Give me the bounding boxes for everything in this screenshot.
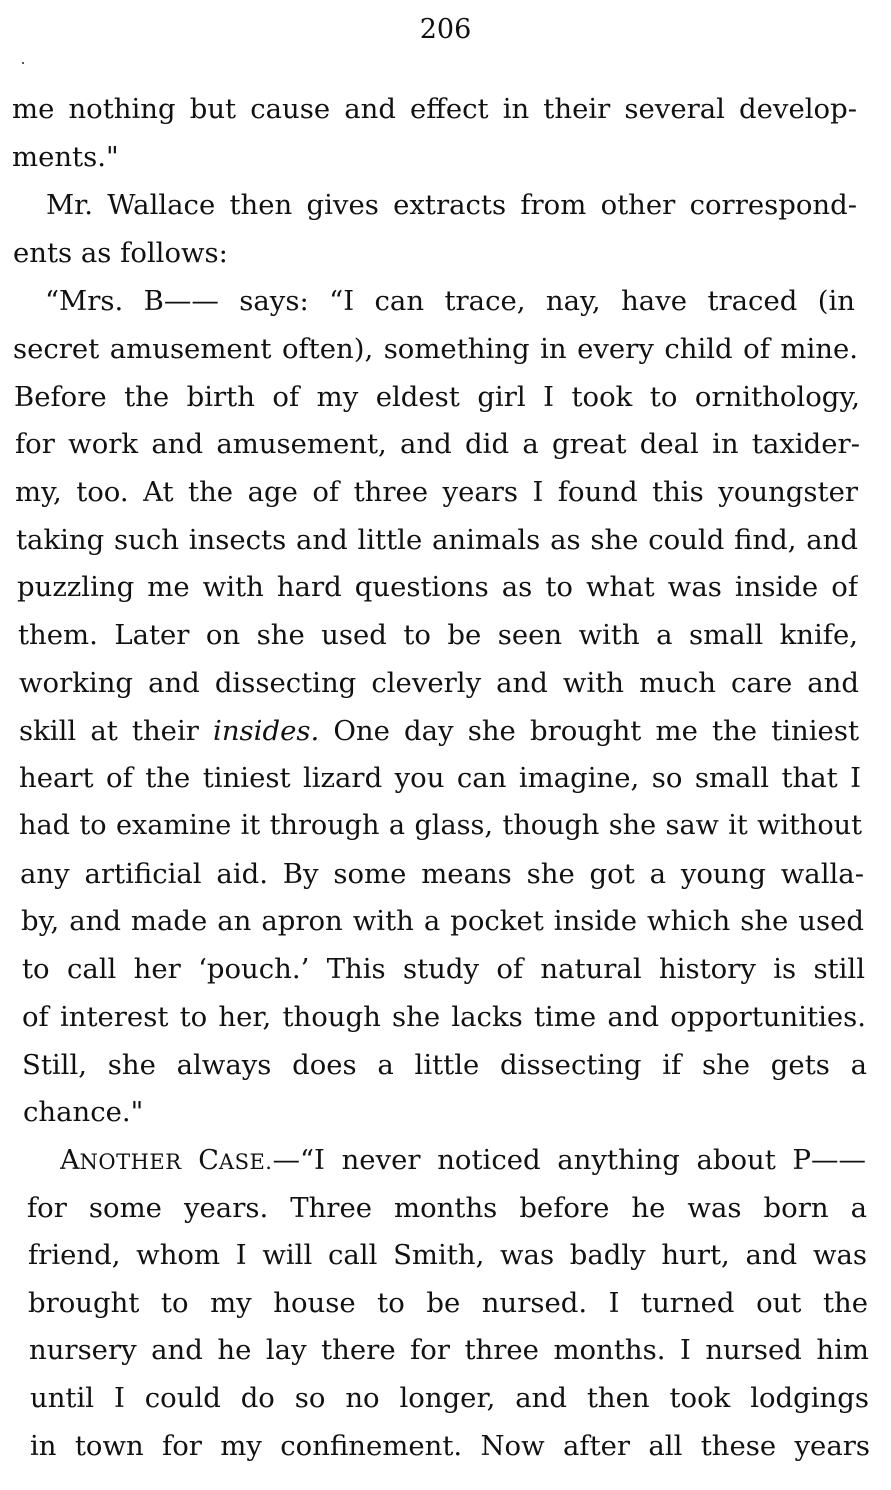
text-line: ments."	[12, 141, 119, 173]
text-run: skill at their	[19, 715, 214, 747]
text-line: in town for my confinement. Now after all these years	[30, 1430, 870, 1462]
text-line: Before the birth of my eldest girl I took to ornithology,	[14, 381, 860, 413]
text-run: —“I never noticed anything about P——	[272, 1144, 866, 1176]
small-caps-text: ASE.	[218, 1150, 273, 1174]
text-line: friend, whom I will call Smith, was badly hurt, and was	[28, 1239, 867, 1271]
small-caps-initial: A	[60, 1145, 80, 1176]
text-line	[19, 712, 859, 750]
text-line	[60, 1141, 866, 1181]
text-line: me nothing but cause and effect in their several develop-	[12, 93, 857, 125]
text-line: “Mrs. B—— says: “I can trace, nay, have traced (in	[45, 285, 855, 317]
print-speck	[22, 62, 24, 64]
text-line: nursery and he lay there for three months. I nursed him	[29, 1334, 869, 1366]
text-line: working and dissecting cleverly and with much care and	[19, 667, 859, 699]
text-line: until I could do so no longer, and then took lodgings	[30, 1382, 869, 1414]
text-line: taking such insects and little animals as she could find, and	[16, 524, 858, 556]
text-line: Still, she always does a little dissecting if she gets a	[22, 1049, 867, 1081]
text-line: to call her ‘pouch.’ This study of natural history is still	[22, 953, 865, 985]
text-line: for work and amusement, and did a great deal in taxider-	[15, 428, 860, 460]
text-line: any artificial aid. By some means she got a young walla-	[20, 858, 864, 890]
text-line: chance."	[23, 1096, 144, 1128]
text-line: brought to my house to be nursed. I turned out the	[28, 1287, 868, 1319]
text-line: had to examine it through a glass, though she saw it without	[19, 810, 862, 841]
text-line: Mr. Wallace then gives extracts from other correspond-	[46, 189, 857, 221]
text-run: One day she brought me the tiniest	[319, 715, 859, 747]
text-line: by, and made an apron with a pocket inside which she used	[21, 905, 864, 937]
text-line: ents as follows:	[13, 237, 228, 269]
text-line: for some years. Three months before he was born a	[27, 1192, 867, 1224]
text-line: my, too. At the age of three years I found this youngster	[15, 476, 858, 508]
small-caps-text: NOTHER	[79, 1150, 182, 1174]
text-line: of interest to her, though she lacks time and opportunities.	[22, 1001, 866, 1033]
page-number: 206	[419, 14, 472, 45]
text-line: heart of the tiniest lizard you can imagine, so small that I	[19, 762, 861, 794]
small-caps-initial: C	[198, 1145, 219, 1176]
text-line: puzzling me with hard questions as to what was inside of	[17, 571, 858, 603]
italic-word: insides.	[213, 715, 320, 747]
text-line: secret amusement often), something in every child of mine.	[13, 333, 858, 365]
text-line: them. Later on she used to be seen with a small knife,	[18, 619, 858, 651]
